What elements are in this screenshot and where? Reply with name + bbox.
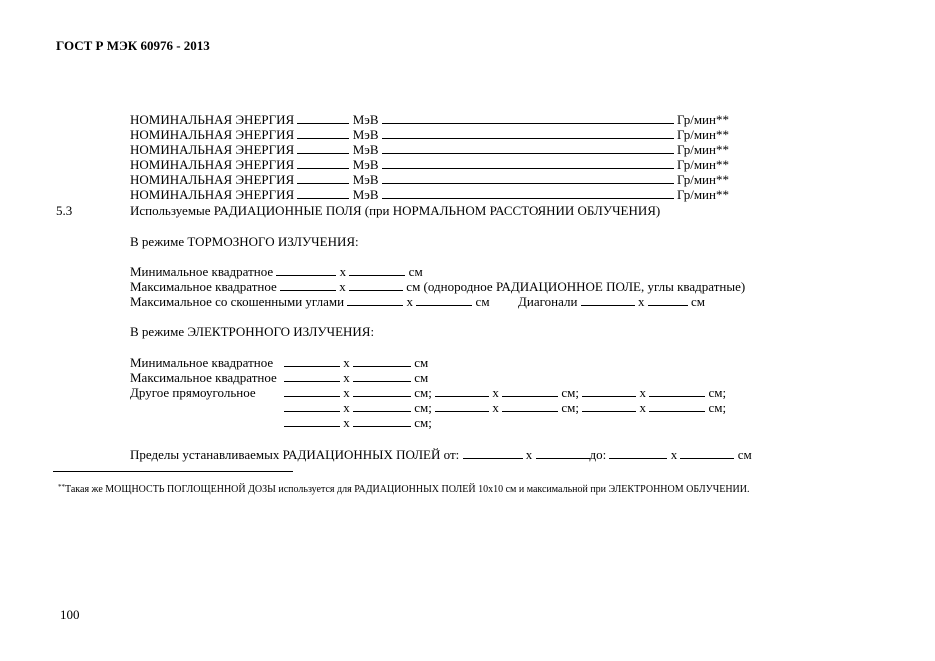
x-sign: х — [637, 294, 645, 309]
x-sign: х — [639, 400, 646, 415]
limits-from-width-field[interactable] — [463, 447, 523, 459]
brems-min-row — [130, 264, 423, 279]
other-width-field[interactable] — [284, 400, 340, 412]
dose-rate-unit: Гр/мин** — [677, 172, 729, 187]
limits-label: Пределы устанавливаемых РАДИАЦИОННЫХ ПОЛЕЙ от: — [130, 447, 460, 462]
limits-to-height-field[interactable] — [680, 447, 734, 459]
electron-min-height-field[interactable] — [353, 355, 411, 367]
dose-rate-unit: Гр/мин** — [677, 157, 729, 172]
energy-row — [130, 142, 729, 157]
diag-width-field[interactable] — [581, 294, 635, 306]
dose-rate-field[interactable] — [382, 112, 674, 124]
energy-row — [130, 157, 729, 172]
energy-label: НОМИНАЛЬНАЯ ЭНЕРГИЯ — [130, 142, 295, 157]
energy-row — [130, 187, 729, 202]
x-sign: х — [343, 355, 350, 370]
footnote-rule — [53, 471, 293, 472]
energy-value-field[interactable] — [297, 112, 349, 124]
energy-value-field[interactable] — [297, 187, 349, 199]
electron-max-label: Максимальное квадратное — [130, 370, 277, 385]
electron-other-row — [284, 385, 726, 400]
dose-rate-field[interactable] — [382, 157, 674, 169]
unit-cm: см — [475, 294, 490, 309]
energy-label: НОМИНАЛЬНАЯ ЭНЕРГИЯ — [130, 172, 295, 187]
electron-other-label: Другое прямоугольное — [130, 385, 256, 400]
footnote-mark: ** — [58, 483, 65, 491]
brems-bevel-height-field[interactable] — [416, 294, 472, 306]
x-sign: х — [492, 400, 499, 415]
brems-min-width-field[interactable] — [276, 264, 336, 276]
x-sign: х — [339, 264, 347, 279]
x-sign: х — [339, 279, 346, 294]
energy-value-field[interactable] — [297, 157, 349, 169]
brems-bevel-row — [130, 294, 705, 309]
energy-unit: МэВ — [352, 112, 379, 127]
brems-min-height-field[interactable] — [349, 264, 405, 276]
bremsstrahlung-heading: В режиме ТОРМОЗНОГО ИЗЛУЧЕНИЯ: — [130, 234, 359, 249]
unit-cm-semi: см; — [414, 415, 432, 430]
energy-value-field[interactable] — [297, 172, 349, 184]
unit-cm-semi: см; — [414, 400, 432, 415]
section-title — [130, 203, 660, 218]
unit-cm: см — [414, 355, 429, 370]
x-sign: х — [639, 385, 646, 400]
brems-bevel-width-field[interactable] — [347, 294, 403, 306]
limits-to-label: до: — [589, 447, 607, 462]
brems-min-label: Минимальное квадратное — [130, 264, 274, 279]
energy-unit: МэВ — [352, 142, 379, 157]
unit-cm: см — [690, 294, 705, 309]
x-sign: х — [343, 415, 350, 430]
brems-max-width-field[interactable] — [280, 279, 336, 291]
other-width-field[interactable] — [582, 400, 636, 412]
electron-min-width-field[interactable] — [284, 355, 340, 367]
brems-max-height-field[interactable] — [349, 279, 403, 291]
dose-rate-unit: Гр/мин** — [677, 187, 729, 202]
energy-row — [130, 172, 729, 187]
energy-label: НОМИНАЛЬНАЯ ЭНЕРГИЯ — [130, 157, 295, 172]
electron-max-height-field[interactable] — [353, 370, 411, 382]
energy-value-field[interactable] — [297, 127, 349, 139]
other-height-field[interactable] — [502, 400, 558, 412]
page-number: 100 — [60, 607, 80, 622]
unit-cm-semi: см; — [561, 385, 579, 400]
other-height-field[interactable] — [502, 385, 558, 397]
energy-row — [130, 112, 729, 127]
other-width-field[interactable] — [284, 415, 340, 427]
unit-cm: см — [408, 264, 423, 279]
other-width-field[interactable] — [582, 385, 636, 397]
footnote-text: Такая же МОЩНОСТЬ ПОГЛОЩЕННОЙ ДОЗЫ используется для РАДИАЦИОННЫХ ПОЛЕЙ 10х10 см и максимальной при ЭЛЕКТРОННОМ ОБЛУЧЕНИИ. — [65, 484, 750, 495]
energy-label: НОМИНАЛЬНАЯ ЭНЕРГИЯ — [130, 187, 295, 202]
energy-row — [130, 127, 729, 142]
energy-label: НОМИНАЛЬНАЯ ЭНЕРГИЯ — [130, 112, 295, 127]
x-sign: х — [343, 385, 350, 400]
unit-cm-semi: см; — [414, 385, 432, 400]
electron-min-label: Минимальное квадратное — [130, 355, 274, 370]
other-width-field[interactable] — [435, 385, 489, 397]
dose-rate-field[interactable] — [382, 187, 674, 199]
electron-other-row — [284, 415, 432, 430]
brems-max-label: Максимальное квадратное — [130, 279, 277, 294]
other-height-field[interactable] — [353, 415, 411, 427]
x-sign: х — [406, 294, 414, 309]
dose-rate-field[interactable] — [382, 127, 674, 139]
energy-unit: МэВ — [352, 127, 379, 142]
energy-value-field[interactable] — [297, 142, 349, 154]
electron-max-fields — [284, 370, 428, 385]
energy-unit: МэВ — [352, 172, 379, 187]
other-height-field[interactable] — [649, 400, 705, 412]
brems-bevel-label: Максимальное со скошенными углами — [130, 294, 345, 309]
x-sign: х — [670, 447, 678, 462]
limits-to-width-field[interactable] — [609, 447, 667, 459]
energy-unit: МэВ — [352, 157, 379, 172]
section-number: 5.3 — [56, 203, 73, 218]
footnote — [58, 480, 749, 497]
x-sign: х — [492, 385, 499, 400]
dose-rate-field[interactable] — [382, 142, 674, 154]
unit-cm: см — [737, 447, 752, 462]
dose-rate-unit: Гр/мин** — [677, 142, 729, 157]
electron-max-width-field[interactable] — [284, 370, 340, 382]
brems-max-row — [130, 279, 745, 294]
section-title-caps: Используемые РАДИАЦИОННЫЕ ПОЛЯ — [130, 203, 362, 218]
x-sign: х — [525, 447, 533, 462]
diag-label: Диагонали — [518, 294, 578, 309]
electron-heading: В режиме ЭЛЕКТРОННОГО ИЗЛУЧЕНИЯ: — [130, 324, 375, 339]
limits-from-height-field[interactable] — [536, 447, 590, 459]
energy-label: НОМИНАЛЬНАЯ ЭНЕРГИЯ — [130, 127, 295, 142]
dose-rate-unit: Гр/мин** — [677, 127, 729, 142]
other-height-field[interactable] — [353, 385, 411, 397]
limits-row — [130, 447, 752, 462]
diag-height-field[interactable] — [648, 294, 688, 306]
unit-cm-semi: см; — [561, 400, 579, 415]
x-sign: х — [343, 370, 350, 385]
other-width-field[interactable] — [435, 400, 489, 412]
x-sign: х — [343, 400, 350, 415]
section-title-rest: (при НОРМАЛЬНОМ РАССТОЯНИИ ОБЛУЧЕНИЯ) — [361, 203, 661, 218]
brems-max-note: см (однородное РАДИАЦИОННОЕ ПОЛЕ, углы квадратные) — [406, 279, 746, 294]
other-height-field[interactable] — [649, 385, 705, 397]
unit-cm-semi: см; — [708, 400, 727, 415]
other-height-field[interactable] — [353, 400, 411, 412]
unit-cm-semi: см; — [708, 385, 727, 400]
unit-cm: см — [414, 370, 429, 385]
energy-unit: МэВ — [352, 187, 379, 202]
electron-other-row — [284, 400, 726, 415]
document-header: ГОСТ Р МЭК 60976 - 2013 — [56, 38, 210, 53]
other-width-field[interactable] — [284, 385, 340, 397]
dose-rate-field[interactable] — [382, 172, 674, 184]
dose-rate-unit: Гр/мин** — [677, 112, 729, 127]
electron-min-fields — [284, 355, 428, 370]
